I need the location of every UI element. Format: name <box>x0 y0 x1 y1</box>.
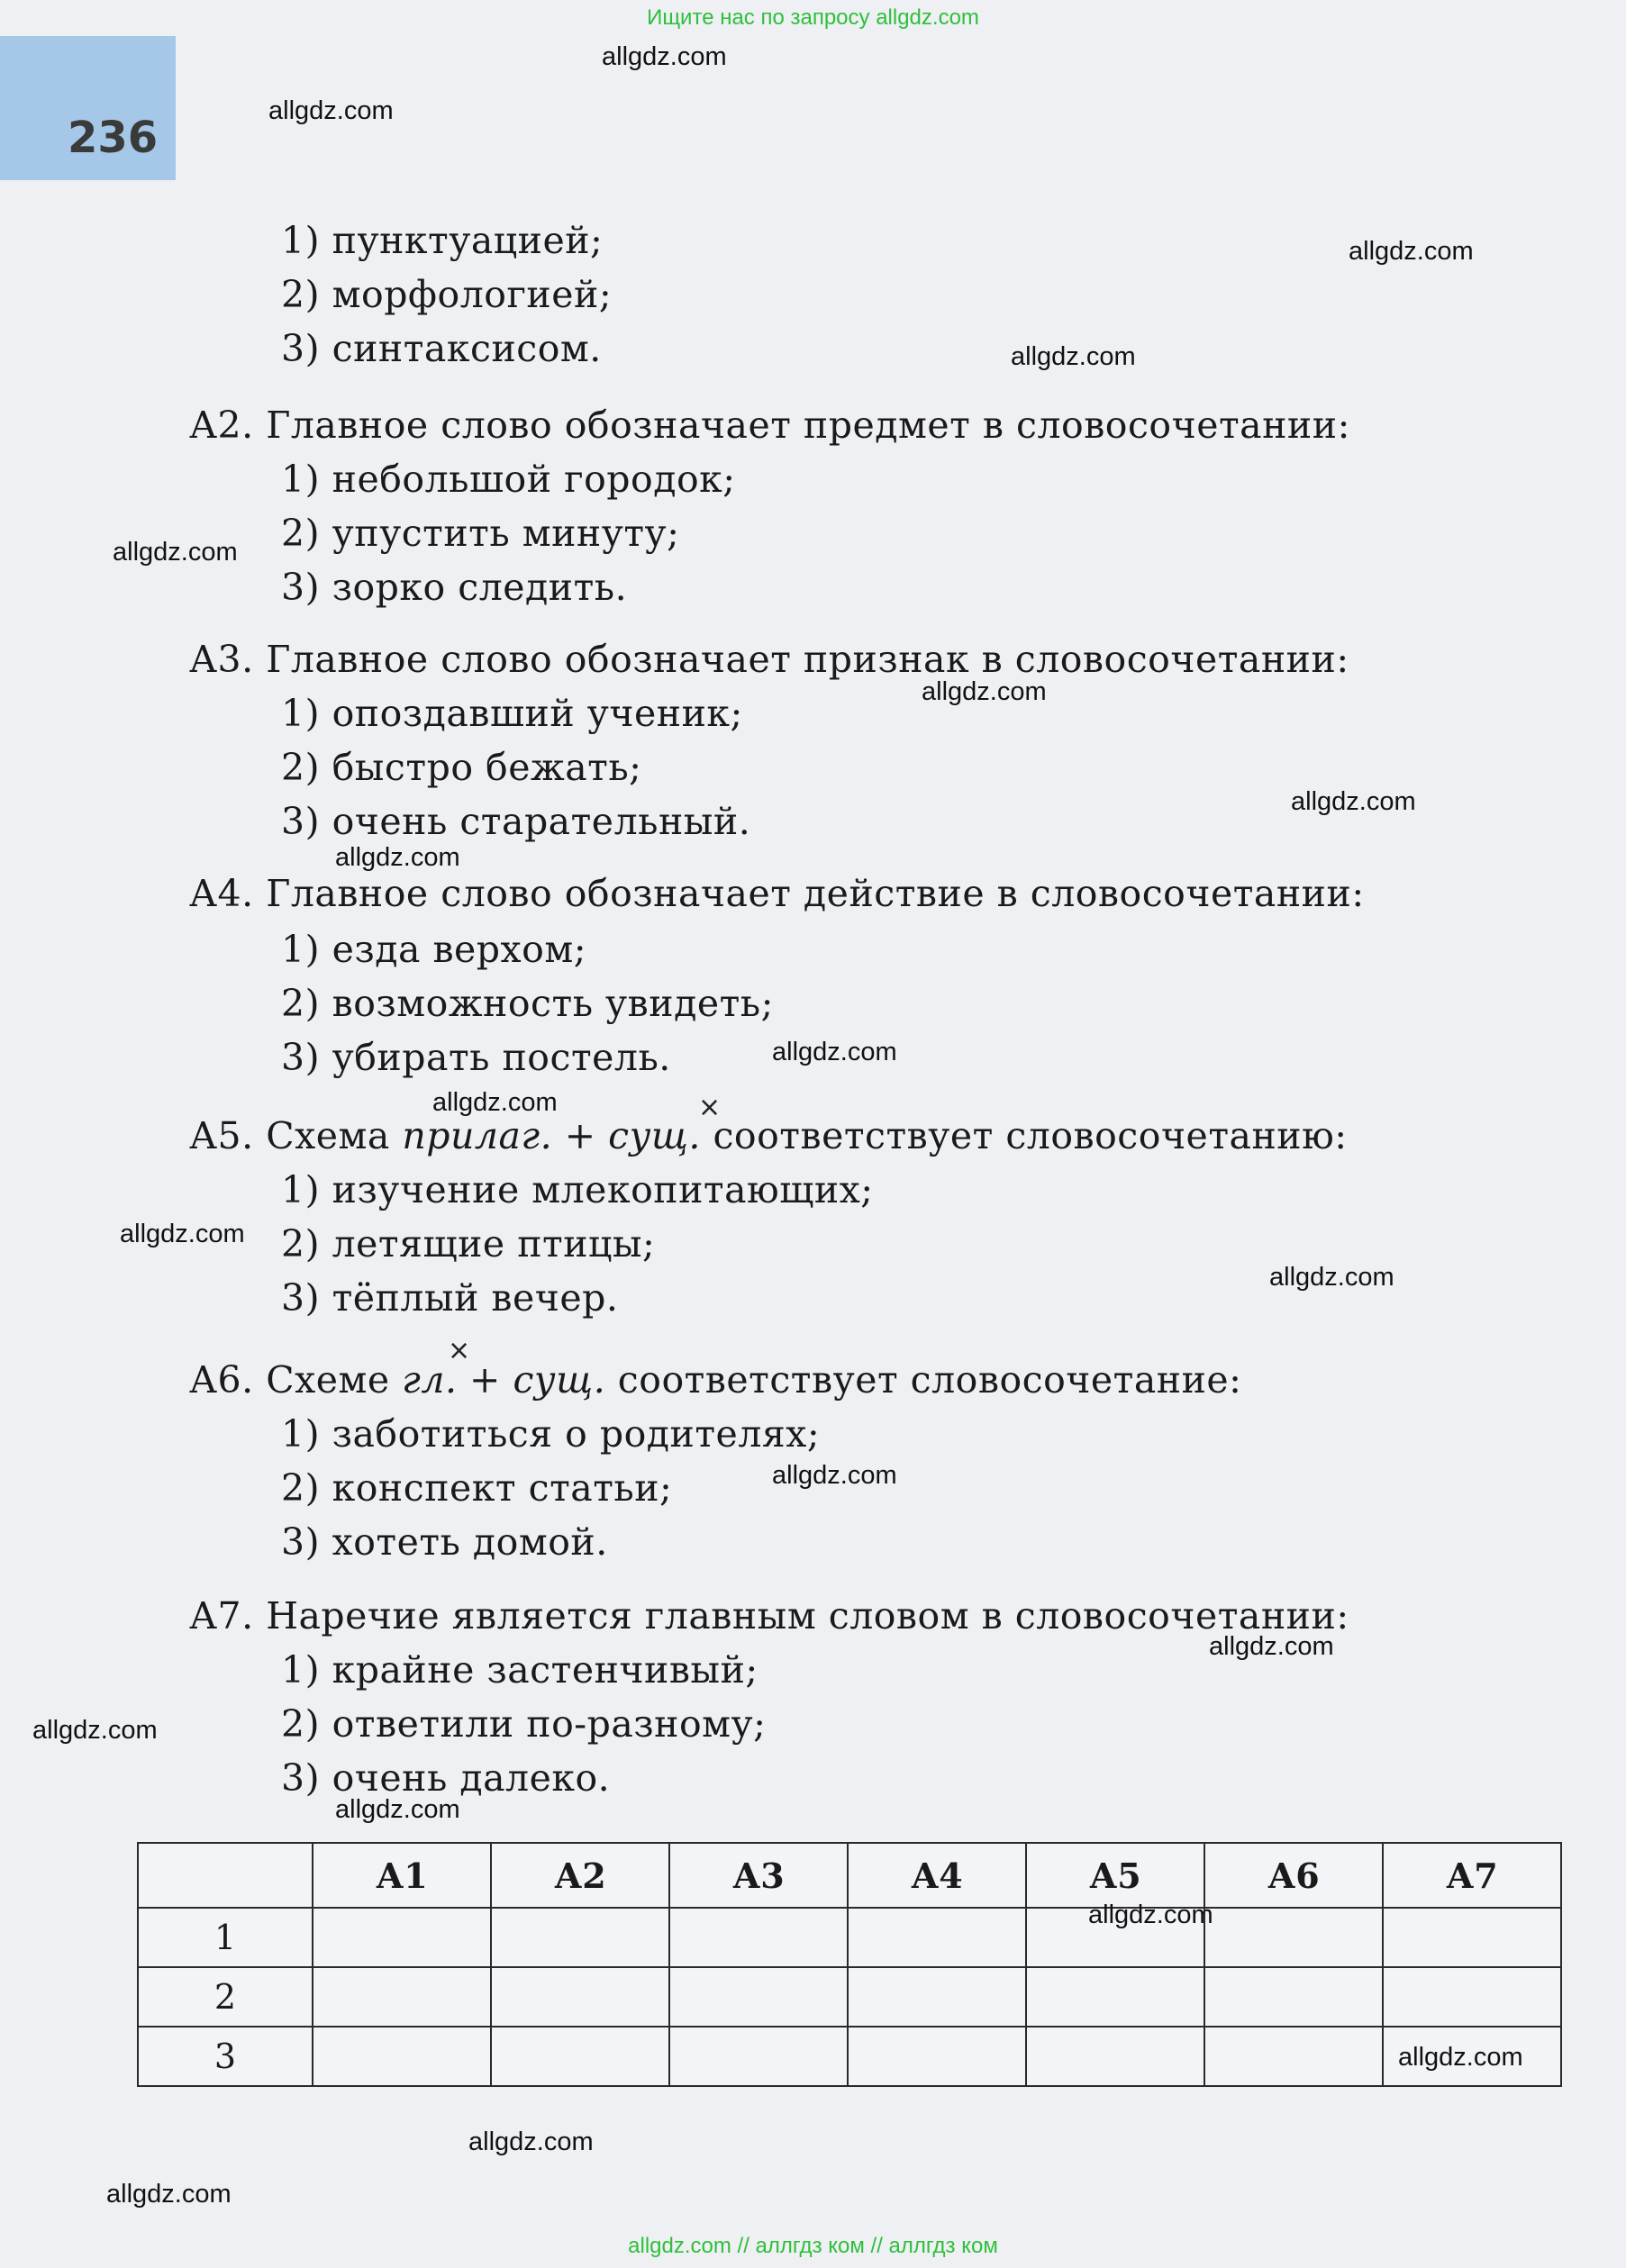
answer-cell[interactable] <box>1383 1908 1561 1967</box>
answer-cell[interactable] <box>491 1908 669 1967</box>
watermark: allgdz.com <box>772 1038 897 1066</box>
a7-option-2: 2) ответили по-разному; <box>281 1702 767 1746</box>
header-cell-a6: А6 <box>1204 1843 1383 1908</box>
a6-option-1: 1) заботиться о родителях; <box>281 1412 821 1456</box>
a5-option-3: 3) тёплый вечер. <box>281 1276 619 1320</box>
a5-stem-noun: сущ. <box>608 1114 701 1157</box>
answer-cell[interactable] <box>491 2027 669 2086</box>
a5-option-2: 2) летящие птицы; <box>281 1222 656 1266</box>
a4-option-2: 2) возможность увидеть; <box>281 982 774 1025</box>
cross-mark-a5: × <box>698 1092 722 1123</box>
watermark: allgdz.com <box>432 1088 558 1117</box>
header-cell-a4: А4 <box>848 1843 1026 1908</box>
table-row <box>138 1967 1561 2027</box>
a6-option-2: 2) конспект статьи; <box>281 1466 673 1510</box>
answer-cell[interactable] <box>491 1967 669 2027</box>
header-cell-a7: А7 <box>1383 1843 1561 1908</box>
row-label-2: 2 <box>138 1967 313 2027</box>
watermark: allgdz.com <box>1398 2043 1523 2072</box>
answer-cell[interactable] <box>669 2027 848 2086</box>
a3-option-1: 1) опоздавший ученик; <box>281 692 743 735</box>
watermark: allgdz.com <box>1291 787 1416 816</box>
watermark: allgdz.com <box>1209 1632 1334 1661</box>
question-a2: А2. Главное слово обозначает предмет в словосочетании: <box>189 404 1350 447</box>
answer-cell[interactable] <box>848 2027 1026 2086</box>
answer-cell[interactable] <box>1204 1908 1383 1967</box>
answer-cell[interactable] <box>313 1908 491 1967</box>
watermark: allgdz.com <box>1011 342 1136 371</box>
answer-cell[interactable] <box>1383 1967 1561 2027</box>
answer-cell[interactable] <box>848 1967 1026 2027</box>
bottom-banner[interactable]: allgdz.com // аллгдз ком // аллгдз ком <box>628 2234 998 2258</box>
table-row <box>138 2027 1561 2086</box>
answer-table <box>137 1842 1562 2087</box>
answer-cell[interactable] <box>669 1967 848 2027</box>
watermark: allgdz.com <box>113 538 238 567</box>
a5-stem-pre: А5. Схема <box>189 1114 403 1157</box>
watermark: allgdz.com <box>268 96 394 125</box>
a7-option-1: 1) крайне застенчивый; <box>281 1648 758 1692</box>
intro-option-3: 3) синтаксисом. <box>281 327 602 370</box>
table-row <box>138 1908 1561 1967</box>
a2-option-1: 1) небольшой городок; <box>281 458 736 501</box>
a3-option-2: 2) быстро бежать; <box>281 746 642 789</box>
row-label-3: 3 <box>138 2027 313 2086</box>
watermark: allgdz.com <box>922 677 1047 706</box>
a5-stem-post: соответствует словосочетанию: <box>700 1114 1348 1157</box>
a6-stem-verb: гл. <box>402 1358 458 1402</box>
answer-cell[interactable] <box>313 2027 491 2086</box>
header-cell-a3: А3 <box>669 1843 848 1908</box>
question-a5 <box>189 1114 1348 1157</box>
watermark: allgdz.com <box>120 1220 245 1248</box>
a5-stem-adj: прилаг. <box>402 1114 553 1157</box>
a4-option-1: 1) езда верхом; <box>281 928 587 971</box>
a5-option-1: 1) изучение млекопитающих; <box>281 1168 874 1211</box>
header-cell-a2: А2 <box>491 1843 669 1908</box>
answer-cell[interactable] <box>1204 2027 1383 2086</box>
question-a3: А3. Главное слово обозначает признак в словосочетании: <box>189 638 1349 681</box>
watermark: allgdz.com <box>335 843 460 872</box>
watermark: allgdz.com <box>1088 1901 1213 1929</box>
a6-stem-plus: + <box>457 1358 513 1402</box>
header-cell-a1: А1 <box>313 1843 491 1908</box>
a3-option-3: 3) очень старательный. <box>281 800 751 843</box>
answer-table-header <box>138 1843 1561 1908</box>
intro-option-1: 1) пунктуацией; <box>281 219 604 262</box>
header-cell-a5: А5 <box>1026 1843 1204 1908</box>
answer-cell[interactable] <box>1026 2027 1204 2086</box>
watermark: allgdz.com <box>468 2127 594 2156</box>
a5-stem-plus: + <box>552 1114 609 1157</box>
top-banner[interactable]: Ищите нас по запросу allgdz.com <box>647 5 979 30</box>
question-a7: А7. Наречие является главным словом в словосочетании: <box>189 1594 1349 1637</box>
watermark: allgdz.com <box>602 42 727 71</box>
answer-cell[interactable] <box>669 1908 848 1967</box>
cross-mark-a6: × <box>448 1335 471 1366</box>
header-cell-blank <box>138 1843 313 1908</box>
question-a6 <box>189 1358 1242 1402</box>
a4-option-3: 3) убирать постель. <box>281 1036 671 1079</box>
answer-cell[interactable] <box>313 1967 491 2027</box>
answer-cell[interactable] <box>1026 1967 1204 2027</box>
question-a4: А4. Главное слово обозначает действие в словосочетании: <box>189 872 1365 915</box>
intro-option-2: 2) морфологией; <box>281 273 613 316</box>
a6-stem-pre: А6. Схеме <box>189 1358 403 1402</box>
answer-cell[interactable] <box>1204 1967 1383 2027</box>
a6-stem-post: соответствует словосочетание: <box>605 1358 1242 1402</box>
a6-stem-noun: сущ. <box>513 1358 606 1402</box>
a2-option-3: 3) зорко следить. <box>281 566 628 609</box>
a6-option-3: 3) хотеть домой. <box>281 1520 608 1564</box>
answer-cell[interactable] <box>848 1908 1026 1967</box>
watermark: allgdz.com <box>772 1461 897 1490</box>
page-number: 236 <box>68 113 159 163</box>
watermark: allgdz.com <box>106 2180 232 2209</box>
watermark: allgdz.com <box>32 1716 158 1745</box>
a2-option-2: 2) упустить минуту; <box>281 512 680 555</box>
watermark: allgdz.com <box>335 1795 460 1824</box>
row-label-1: 1 <box>138 1908 313 1967</box>
watermark: allgdz.com <box>1269 1263 1394 1292</box>
a7-option-3: 3) очень далеко. <box>281 1756 611 1800</box>
watermark: allgdz.com <box>1349 237 1474 266</box>
